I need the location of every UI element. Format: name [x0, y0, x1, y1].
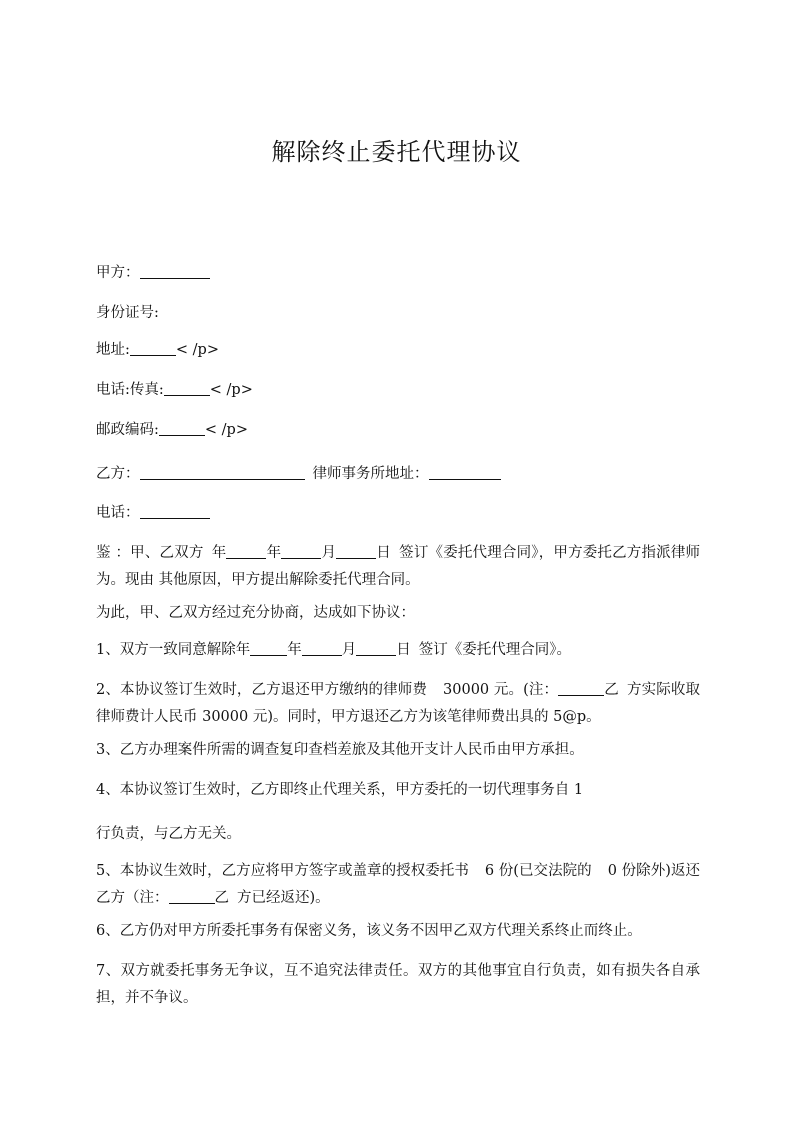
party-a-phone-fax-line — [96, 379, 253, 401]
clause-6-text: 6、乙方仍对甲方所委托事务有保密义务，该义务不因甲乙双方代理关系终止而终止。 — [96, 923, 642, 939]
document-title: 解除终止委托代理协议 — [271, 138, 522, 166]
recital-text-4: 月 — [321, 545, 337, 561]
party-b-phone-blank — [140, 503, 210, 519]
clause-1-blank-3 — [356, 640, 396, 656]
party-b-phone-line — [96, 502, 210, 524]
clause-5-text-1: 5、本协议生效时，乙方应将甲方签字或盖章的授权委托书 — [96, 863, 469, 879]
clause-4-text-1: 4、本协议签订生效时，乙方即终止代理关系，甲方委托的一切代理事务自 1 — [96, 782, 584, 798]
clause-5 — [96, 858, 700, 912]
party-a-postal-label: 邮政编码: — [96, 422, 159, 438]
clause-7-text: 7、双方就委托事务无争议，互不追究法律责任。双方的其他事宜自行负责，如有损失各自承担，并不争议。 — [96, 963, 700, 1006]
clause-3 — [96, 739, 584, 761]
clause-5-blank — [169, 888, 215, 904]
party-b-office-address-label: 律师事务所地址： — [312, 466, 429, 482]
clause-5-text-2: 返还乙方（注： — [96, 863, 700, 906]
party-a-line — [96, 262, 210, 284]
clause-5-text-4: 方已经返还)。 — [237, 890, 330, 906]
party-a-address-blank — [130, 340, 176, 356]
party-a-postal-tail: < /p> — [204, 422, 248, 438]
intro-text: 为此，甲、乙双方经过充分协商，达成如下协议： — [96, 605, 415, 621]
party-b-office-address-blank — [429, 464, 501, 480]
clause-4-text-2: 行负责，与乙方无关。 — [96, 826, 241, 842]
recital-paragraph — [96, 540, 700, 594]
clause-4-line-2 — [96, 823, 241, 845]
clause-5-count: 6 份(已交法院的 — [484, 863, 592, 879]
recital-year-blank — [226, 543, 266, 559]
clause-3-text: 3、乙方办理案件所需的调查复印查档差旅及其他开支计人民币由甲方承担。 — [96, 742, 584, 758]
party-a-phone-fax-tail: < /p> — [209, 382, 253, 398]
clause-5-text-3: 乙 — [214, 890, 229, 906]
party-a-id-label: 身份证号: — [96, 305, 159, 321]
party-a-address-tail: < /p> — [175, 342, 219, 358]
recital-text-1: 鉴 ：甲、乙双方 — [96, 545, 204, 561]
party-b-label: 乙方： — [96, 466, 140, 482]
clause-2-text-3: 方实际收取律师费计人民币 30000 元)。同时，甲方退还乙方为该笔律师费出具的 5@p。 — [96, 682, 700, 725]
recital-day-blank — [336, 543, 376, 559]
recital-text-5: 日 — [376, 545, 391, 561]
clause-1-text-3: 月 — [341, 642, 357, 658]
clause-2-blank — [558, 680, 604, 696]
party-a-phone-fax-label: 电话:传真: — [96, 382, 164, 398]
party-a-postal-line — [96, 419, 248, 441]
party-a-blank — [140, 263, 210, 279]
clause-1 — [96, 639, 571, 661]
recital-text-6: 签订《委托代理合同》，甲方委托乙方指派律师为。现由 其他原因，甲方提出解除委托代理合同。 — [96, 545, 701, 588]
clause-5-zero: 0 份除外) — [607, 863, 671, 879]
party-a-address-label: 地址: — [96, 342, 130, 358]
clause-2-text-2: 乙 — [604, 682, 619, 698]
party-b-blank — [140, 464, 305, 480]
clause-2-amount: 30000 元。(注： — [443, 682, 559, 698]
clause-1-blank-2 — [302, 640, 342, 656]
intro-line — [96, 602, 415, 624]
clause-2 — [96, 677, 700, 731]
recital-month-blank — [281, 543, 321, 559]
clause-1-text-1: 1、双方一致同意解除年 — [96, 642, 251, 658]
clause-1-blank-1 — [250, 640, 287, 656]
clause-1-text-5: 签订《委托代理合同》。 — [418, 642, 571, 658]
recital-text-3: 年 — [266, 545, 282, 561]
party-b-line — [96, 463, 501, 485]
clause-2-text-1: 2、本协议签订生效时，乙方退还甲方缴纳的律师费 — [96, 682, 428, 698]
clause-4-line-1 — [96, 779, 583, 801]
party-a-id-line — [96, 302, 159, 324]
recital-text-2: 年 — [211, 545, 227, 561]
party-a-phone-fax-blank — [164, 380, 210, 396]
clause-7 — [96, 958, 700, 1012]
party-a-postal-blank — [159, 420, 205, 436]
party-a-label: 甲方： — [96, 265, 140, 281]
party-b-phone-label: 电话： — [96, 505, 140, 521]
clause-1-text-4: 日 — [396, 642, 411, 658]
clause-6 — [96, 920, 642, 942]
party-a-address-line — [96, 339, 219, 361]
clause-1-text-2: 年 — [287, 642, 302, 658]
